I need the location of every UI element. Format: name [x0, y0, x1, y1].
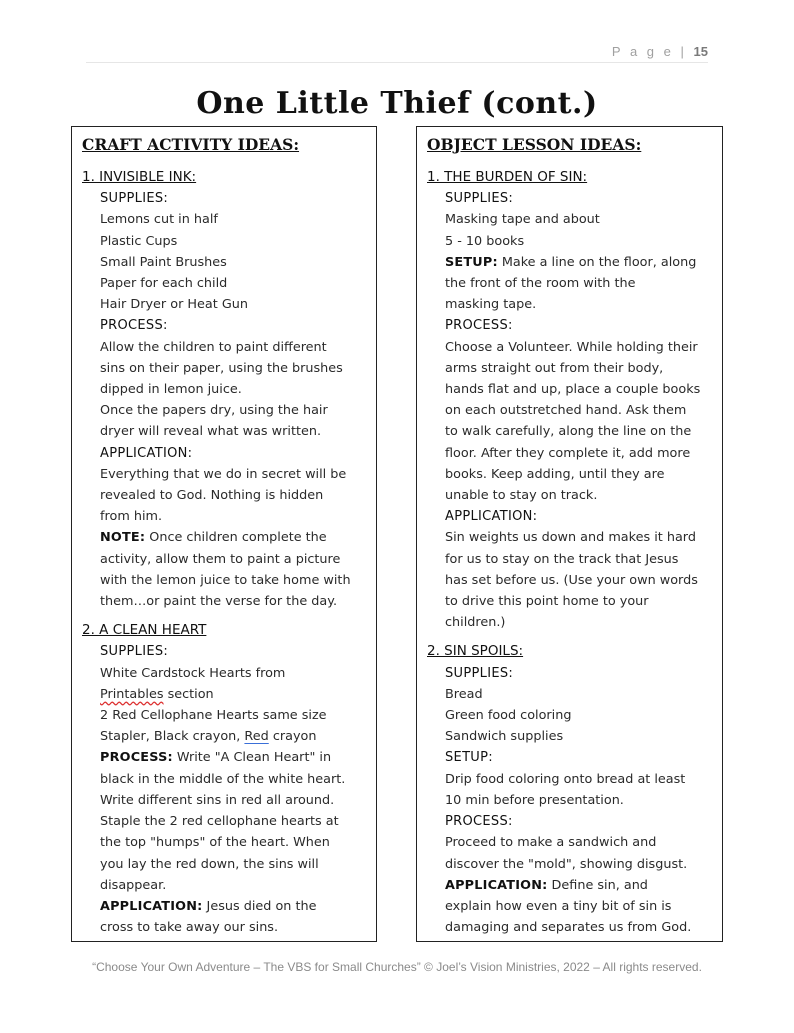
process-line: on each outstretched hand. Ask them [445, 403, 687, 419]
note-line: with the lemon juice to take home with [100, 572, 351, 588]
supply-item: White Cardstock Hearts from [100, 665, 286, 681]
application-line: has set before us. (Use your own words [445, 572, 698, 588]
supply-item: Green food coloring [445, 708, 572, 724]
process-line: hands flat and up, place a couple books [445, 382, 701, 398]
application-line: cross to take away our sins. [100, 920, 279, 936]
process-line: dryer will reveal what was written. [100, 424, 322, 440]
supply-item: Sandwich supplies [445, 729, 564, 745]
object-lesson-column [416, 126, 723, 942]
application-label: APPLICATION: [100, 445, 193, 461]
supply-item [100, 684, 366, 705]
footer-copyright: “Choose Your Own Adventure – The VBS for Small Churches” © Joel’s Vision Ministries, 2022 – All rights reserved. [92, 960, 702, 974]
process-line: to walk carefully, along the line on the [445, 424, 692, 440]
application-line: Everything that we do in secret will be [100, 466, 347, 482]
supply-item: Paper for each child [100, 276, 228, 292]
section-body [427, 663, 712, 939]
setup-line: the front of the room with the [445, 276, 636, 292]
setup-line: Drip food coloring onto bread at least [445, 771, 686, 787]
page-number: 15 [693, 44, 708, 59]
section-title: 2. A CLEAN HEART [82, 622, 207, 639]
note-line: activity, allow them to paint a picture [100, 551, 341, 567]
section-body [427, 188, 712, 633]
supplies-label: SUPPLIES: [100, 191, 169, 207]
setup-line: masking tape. [445, 297, 537, 313]
section-body [82, 641, 366, 938]
process-line: discover the "mold", showing disgust. [445, 856, 688, 872]
application-label: APPLICATION: [445, 509, 538, 525]
process-line: the top "humps" of the heart. When [100, 835, 330, 851]
application-line: children.) [445, 615, 506, 631]
supply-item: 2 Red Cellophane Hearts same size [100, 708, 327, 724]
note-label: NOTE: [100, 530, 146, 546]
supply-item: Lemons cut in half [100, 212, 218, 228]
process-label: PROCESS: [445, 814, 513, 830]
page-title: One Little Thief (cont.) [196, 86, 598, 121]
column-heading: CRAFT ACTIVITY IDEAS: [82, 135, 300, 154]
process-line: disappear. [100, 877, 167, 893]
application-text: Jesus died on the [202, 898, 317, 914]
process-line: Once the papers dry, using the hair [100, 403, 328, 419]
process-line: floor. After they complete it, add more [445, 445, 691, 461]
application-line: damaging and separates us from God. [445, 920, 692, 936]
setup-label: SETUP: [445, 750, 493, 766]
application-line: revealed to God. Nothing is hidden [100, 488, 324, 504]
spellcheck-word: Printables [100, 686, 164, 702]
process-line: Choose a Volunteer. While holding their [445, 339, 698, 355]
setup-line [445, 252, 712, 273]
supply-item: Small Paint Brushes [100, 254, 227, 270]
supplies-label: SUPPLIES: [445, 665, 514, 681]
process-line: you lay the red down, the sins will [100, 856, 319, 872]
supply-text: crayon [268, 729, 317, 745]
application-line: for us to stay on the track that Jesus [445, 551, 679, 567]
header-rule [86, 62, 708, 63]
process-line: unable to stay on track. [445, 488, 598, 504]
supply-item: Plastic Cups [100, 233, 178, 249]
setup-label: SETUP: [445, 254, 498, 270]
application-line [100, 896, 366, 917]
note-line [100, 527, 366, 548]
application-line: from him. [100, 509, 163, 525]
section-title: 1. THE BURDEN OF SIN: [427, 169, 588, 185]
process-label: PROCESS: [100, 318, 168, 334]
grammar-word: Red [244, 729, 269, 745]
note-line: them…or paint the verse for the day. [100, 594, 338, 610]
application-line: explain how even a tiny bit of sin is [445, 898, 672, 914]
section-title: 2. SIN SPOILS: [427, 643, 524, 660]
process-line: arms straight out from their body, [445, 360, 664, 376]
setup-text: Make a line on the floor, along [497, 254, 697, 270]
supply-item: 5 - 10 books [445, 233, 525, 249]
supply-text: Stapler, Black crayon, [100, 729, 245, 745]
column-heading: OBJECT LESSON IDEAS: [427, 135, 642, 154]
process-line: Proceed to make a sandwich and [445, 835, 657, 851]
process-label: PROCESS: [100, 750, 173, 766]
process-line: black in the middle of the white heart. [100, 771, 346, 787]
page-header [612, 44, 708, 59]
application-line [445, 875, 712, 896]
supplies-label: SUPPLIES: [100, 644, 169, 660]
page-separator: | [680, 44, 687, 59]
process-line: books. Keep adding, until they are [445, 466, 665, 482]
process-line [100, 747, 366, 768]
application-text: Define sin, and [547, 877, 648, 893]
section-body [82, 188, 366, 612]
page-label: P a g e [611, 44, 674, 59]
note-text: Once children complete the [145, 530, 327, 546]
supply-item: Bread [445, 686, 483, 702]
supply-item [100, 726, 366, 747]
process-line: Write different sins in red all around. [100, 792, 335, 808]
section-title: 1. INVISIBLE INK: [82, 169, 197, 185]
process-line: dipped in lemon juice. [100, 382, 242, 398]
process-line: Allow the children to paint different [100, 339, 327, 355]
application-label: APPLICATION: [100, 898, 203, 914]
process-line: sins on their paper, using the brushes [100, 360, 343, 376]
supply-item: Hair Dryer or Heat Gun [100, 297, 248, 313]
process-label: PROCESS: [445, 318, 513, 334]
craft-activity-column [71, 126, 377, 942]
supplies-label: SUPPLIES: [445, 191, 514, 207]
supply-text: section [163, 686, 214, 702]
application-label: APPLICATION: [445, 877, 548, 893]
application-line: to drive this point home to your [445, 594, 649, 610]
application-line: Sin weights us down and makes it hard [445, 530, 696, 546]
supply-item: Masking tape and about [445, 212, 600, 228]
process-text: Write "A Clean Heart" in [172, 750, 332, 766]
setup-line: 10 min before presentation. [445, 792, 624, 808]
process-line: Staple the 2 red cellophane hearts at [100, 814, 339, 830]
